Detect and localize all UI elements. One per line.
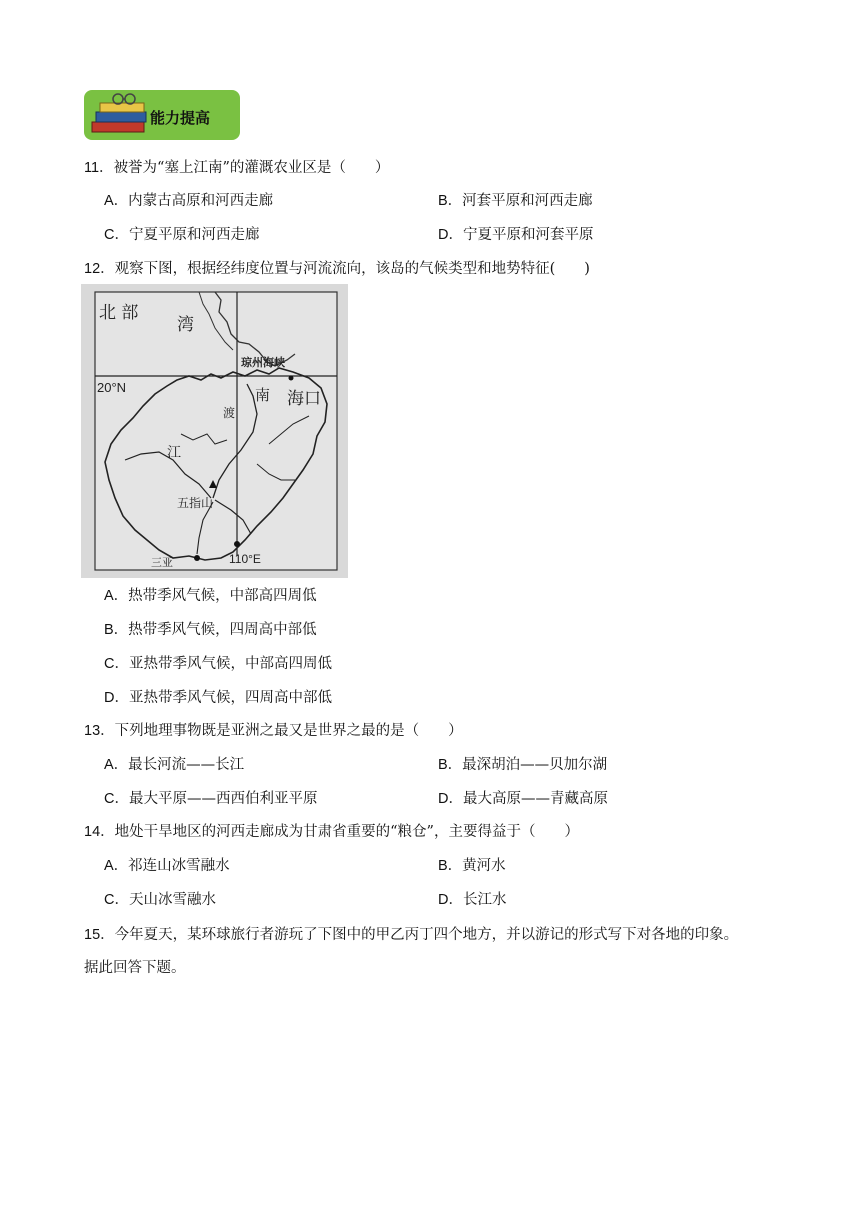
option-letter: A． xyxy=(104,858,129,874)
option-letter: A． xyxy=(104,193,129,209)
map-label-wuzhishan: 五指山 xyxy=(177,496,214,510)
option-text: 亚热带季风气候，四周高中部低 xyxy=(128,690,332,706)
option-text: 河套平原和河西走廊 xyxy=(462,193,593,209)
option-text: 最深胡泊——贝加尔湖 xyxy=(462,757,608,773)
option-text: 黄河水 xyxy=(462,858,506,874)
map-label-latitude: 20°N xyxy=(97,380,127,395)
option-text: 最大平原——西西伯利亚平原 xyxy=(128,791,318,807)
option-text: 亚热带季风气候，中部高四周低 xyxy=(128,656,332,672)
option-letter: C． xyxy=(104,791,129,807)
option-text: 热带季风气候，中部高四周低 xyxy=(128,588,317,604)
question-number: 14． xyxy=(84,824,115,840)
question-15-continuation: 据此回答下题。 xyxy=(84,960,186,976)
map-label-nan: 南 xyxy=(255,386,271,404)
option-letter: A． xyxy=(104,757,129,773)
option-text: 天山冰雪融水 xyxy=(128,892,216,908)
option-d[interactable] xyxy=(104,688,332,708)
question-number: 12． xyxy=(84,261,115,277)
question-15 xyxy=(84,925,738,945)
question-stem: 地处干旱地区的河西走廊成为甘肃省重要的“粮仓”，主要得益于（ ） xyxy=(114,824,579,840)
question-11 xyxy=(84,158,389,178)
question-12 xyxy=(84,259,590,279)
option-letter: C． xyxy=(104,227,129,243)
option-c[interactable] xyxy=(104,789,317,809)
question-stem: 观察下图，根据经纬度位置与河流流向，该岛的气候类型和地势特征( ) xyxy=(114,261,590,277)
section-title: 能力提高 xyxy=(150,109,211,127)
option-letter: B． xyxy=(438,858,463,874)
map-label-jiang: 江 xyxy=(167,445,181,461)
option-b[interactable] xyxy=(104,620,317,640)
hainan-island-map xyxy=(81,284,348,578)
question-number: 13． xyxy=(84,723,115,739)
option-text: 宁夏平原和河套平原 xyxy=(462,227,594,243)
option-letter: C． xyxy=(104,656,129,672)
option-c[interactable] xyxy=(104,890,216,910)
option-text: 长江水 xyxy=(462,892,507,908)
option-a[interactable] xyxy=(104,755,244,775)
map-label-longitude: 110°E xyxy=(229,552,261,566)
map-label-strait: 琼州海峡 xyxy=(241,356,285,369)
option-text: 最长河流——长江 xyxy=(128,757,245,773)
option-letter: B． xyxy=(438,193,463,209)
option-letter: D． xyxy=(438,227,463,243)
question-14 xyxy=(84,822,579,842)
map-label-bay: 湾 xyxy=(177,315,194,335)
option-c[interactable] xyxy=(104,654,332,674)
option-c[interactable] xyxy=(104,225,259,245)
map-label-haikou: 海口 xyxy=(287,389,321,409)
option-letter: B． xyxy=(104,622,129,638)
question-number: 11． xyxy=(84,160,114,176)
option-letter: A． xyxy=(104,588,129,604)
option-b[interactable] xyxy=(438,191,593,211)
question-stem: 被誉为“塞上江南”的灌溉农业区是（ ） xyxy=(113,160,390,176)
map-label-du: 渡 xyxy=(223,406,236,420)
option-letter: D． xyxy=(104,690,129,706)
option-a[interactable] xyxy=(104,856,230,876)
option-letter: B． xyxy=(438,757,463,773)
option-b[interactable] xyxy=(438,755,607,775)
option-text: 宁夏平原和河西走廊 xyxy=(128,227,260,243)
option-a[interactable] xyxy=(104,586,317,606)
question-stem-line1: 今年夏天，某环球旅行者游玩了下图中的甲乙丙丁四个地方，并以游记的形式写下对各地的印象。 xyxy=(114,927,739,943)
map-label-sanya: 三亚 xyxy=(151,556,173,569)
option-letter: D． xyxy=(438,892,463,908)
map-label-north: 北 部 xyxy=(99,303,139,323)
option-text: 最大高原——青藏高原 xyxy=(462,791,608,807)
question-13 xyxy=(84,721,463,741)
option-letter: D． xyxy=(438,791,463,807)
option-d[interactable] xyxy=(438,225,593,245)
option-letter: C． xyxy=(104,892,129,908)
question-number: 15． xyxy=(84,927,115,943)
option-text: 祁连山冰雪融水 xyxy=(128,858,230,874)
option-b[interactable] xyxy=(438,856,506,876)
option-d[interactable] xyxy=(438,789,608,809)
option-a[interactable] xyxy=(104,191,273,211)
option-text: 内蒙古高原和河西走廊 xyxy=(128,193,274,209)
question-stem: 下列地理事物既是亚洲之最又是世界之最的是（ ） xyxy=(114,723,463,739)
option-d[interactable] xyxy=(438,890,506,910)
option-text: 热带季风气候，四周高中部低 xyxy=(128,622,317,638)
